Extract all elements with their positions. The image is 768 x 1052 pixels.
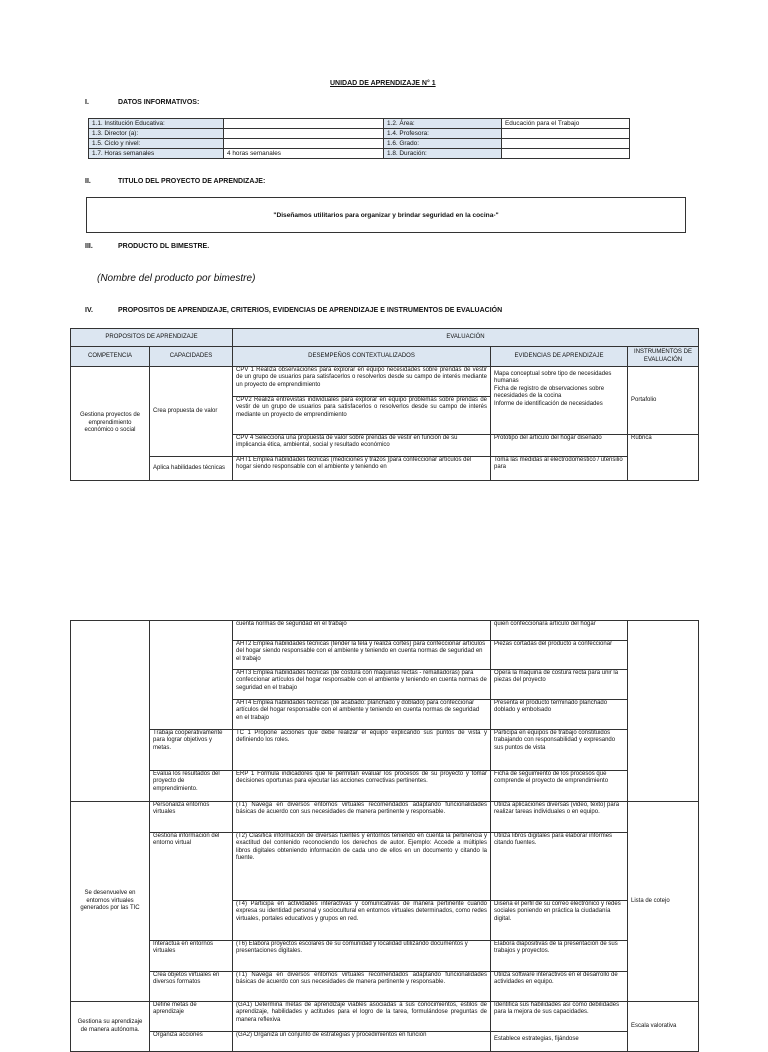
section-1-number: I. <box>85 99 89 106</box>
section-2-heading: TITULO DEL PROYECTO DE APRENDIZAJE: <box>118 178 266 185</box>
evidencia-cell: Establece estrategias, fijándose <box>491 1032 628 1052</box>
desempeno-cell: AHT1 Emplea habilidades técnicas (mediciones y trazos )para confeccionar artículos del hogar siendo responsable con el ambiente y teniendo en <box>233 457 491 481</box>
evidencia-cell: Utiliza software interactivos en el desarrollo de actividades en equipo. <box>491 972 628 1002</box>
capacidad-cell: Gestiona información del entorno virtual <box>150 833 233 941</box>
evidencia-cell: Utiliza libros digitales para elaborar informes citando fuentes. <box>491 833 628 901</box>
instrumento-cell: Rúbrica <box>628 435 699 481</box>
competencia-cell <box>71 621 150 802</box>
section-2-number: II. <box>85 178 91 185</box>
table-row <box>71 972 699 1002</box>
header-row <box>71 329 699 347</box>
capacidad-cell: Evalúa los resultados del proyecto de emprendimiento. <box>150 771 233 802</box>
table-row <box>71 1002 699 1032</box>
header-capacidades: CAPACIDADES <box>150 347 233 367</box>
competencia-cell: Gestiona proyectos de emprendimiento económico o social <box>71 367 150 481</box>
evidencia-cell: quien confeccionara artículo del hogar <box>491 621 628 641</box>
desempeno-cell: CPV 4 Selecciona una propuesta de valor sobre prendas de vestir en función de su implicancia ética, ambiental, social y resultado económico <box>233 435 491 457</box>
capacidad-cell: Crea propuesta de valor <box>150 367 233 457</box>
info-label: 1.8. Duración: <box>384 149 502 159</box>
desempeno-cell: (T2) Clasifica información de diversas fuentes y entornos teniendo en cuenta la pertinencia y exactitud del contenido reconociendo los derechos de autor. Ejemplo: Accede a múltiples libros digitales obteniendo información de cada uno de ellos en un documento y citando la fuente. <box>233 833 491 901</box>
header-instrumentos: INSTRUMENTOS DE EVALUACIÓN <box>628 347 699 367</box>
info-value: 4 horas semanales <box>224 149 384 159</box>
table-row <box>71 621 699 641</box>
info-value <box>502 149 630 159</box>
table-row <box>71 457 699 481</box>
info-row <box>89 119 630 129</box>
info-row <box>89 129 630 139</box>
desempeno-cell: (T6) Elabora proyectos escolares de su comunidad y localidad utilizando documentos y presentaciones digitales. <box>233 941 491 972</box>
desempeno-cell: cuenta normas de seguridad en el trabajo <box>233 621 491 641</box>
desempeno-cell: (GA1) Determina metas de aprendizaje viables asociadas a sus conocimientos, estilos de aprendizaje, habilidades y actitudes para el logro de la tarea, formulándose preguntas de manera reflexiva <box>233 1002 491 1032</box>
table-row <box>71 833 699 901</box>
header-propositos: PROPOSITOS DE APRENDIZAJE <box>71 329 233 347</box>
desempeno-cell: AHT2 Emplea habilidades técnicas (tender la tela y realiza cortes) para confeccionar artículos del hogar siendo responsable con el ambiente y teniendo en cuenta normas de seguridad en el trabajo <box>233 641 491 670</box>
table-row <box>71 1032 699 1052</box>
section-4-number: IV. <box>85 307 93 314</box>
info-value <box>502 129 630 139</box>
project-title: "Diseñamos utilitarios para organizar y brindar seguridad en la cocina-" <box>273 211 499 219</box>
evidencia-cell: Toma las medidas al electrodoméstico / utensilio para <box>491 457 628 481</box>
capacidad-cell <box>150 621 233 730</box>
info-value <box>224 139 384 149</box>
desempeno-cell: AHT3 Emplea habilidades técnicas (de costura con máquinas rectas - remalladoras) para confeccionar artículos del hogar responsable con el ambiente y teniendo en cuenta normas de seguridad en el trabajo <box>233 670 491 700</box>
info-label: 1.1. Institución Educativa: <box>89 119 224 129</box>
general-info-table <box>88 118 630 159</box>
evidencia-cell: Opera la máquina de costura recta para unir la piezas del proyecto <box>491 670 628 700</box>
info-value <box>224 119 384 129</box>
header-evaluacion: EVALUACIÓN <box>233 329 699 347</box>
capacidad-cell: Trabaja cooperativamente para lograr objetivos y metas. <box>150 730 233 771</box>
instrumento-cell <box>628 621 699 802</box>
header-desempenos: DESEMPEÑOS CONTEXTUALIZADOS <box>233 347 491 367</box>
evidencia-cell: Prototipo del artículo del hogar diseñado <box>491 435 628 457</box>
table-row <box>71 367 699 397</box>
info-value: Educación para el Trabajo <box>502 119 630 129</box>
evidencia-cell: Participa en equipos de trabajo constituidos trabajando con responsabilidad y expresando sus puntos de vista <box>491 730 628 771</box>
evidencia-cell: Elabora diapositivas de la presentación de sus trabajos y proyectos. <box>491 941 628 972</box>
info-label: 1.3. Director (a): <box>89 129 224 139</box>
info-label: 1.2. Área: <box>384 119 502 129</box>
desempeno-cell: AHT4 Emplea habilidades técnicas (de acabado: planchado y doblado) para confeccionar artículos del hogar responsable con el ambiente y teniendo en cuenta normas de seguridad en el trabajo <box>233 700 491 730</box>
desempeno-cell: (T1) Navega en diversos entornos virtuales recomendados adaptando funcionalidades básicas de acuerdo con sus necesidades de manera pertinente y responsable. <box>233 802 491 833</box>
product-note: (Nombre del producto por bimestre) <box>97 273 256 284</box>
evidencia-cell: Ficha de seguimiento de los procesos que comprende el proyecto de emprendimiento <box>491 771 628 802</box>
info-value <box>224 129 384 139</box>
info-value <box>502 139 630 149</box>
evidencia-cell: Mapa conceptual sobre tipo de necesidades humanas Ficha de registro de observaciones sobre necesidades de la cocina Informe de identificación de necesidades <box>491 367 628 435</box>
document-title: UNIDAD DE APRENDIZAJE N° 1 <box>330 80 436 87</box>
section-3-heading: PRODUCTO DL BIMESTRE. <box>118 243 210 250</box>
table-row <box>71 941 699 972</box>
evidencia-cell: Identifica sus habilidades así como debilidades para la mejora de sus capacidades. <box>491 1002 628 1032</box>
desempeno-cell: (T4) Participa en actividades interactivas y comunicativas de manera pertinente cuando expresa su identidad personal y sociocultural en entornos virtuales determinados, como redes virtuales, portales educativos y grupos en red. <box>233 901 491 941</box>
evidencia-cell: Utiliza aplicaciones diversas (video, texto) para realizar tareas individuales o en equipo. <box>491 802 628 833</box>
section-1-heading: DATOS INFORMATIVOS: <box>118 99 200 106</box>
evidencia-cell: Presenta el producto terminado planchado doblado y embolsado <box>491 700 628 730</box>
competencia-cell: Gestiona su aprendizaje de manera autónoma. <box>71 1002 150 1052</box>
header-evidencias: EVIDENCIAS DE APRENDIZAJE <box>491 347 628 367</box>
competencia-cell: Se desenvuelve en entornos virtuales generados por las TIC <box>71 802 150 1002</box>
desempeno-cell: ERP 1 Formula indicadores que le permitan evaluar los procesos de su proyecto y tomar decisiones oportunas para ejecutar las acciones correctivas pertinentes. <box>233 771 491 802</box>
desempeno-cell: CPV2 Realiza entrevistas individuales para explorar en equipo problemas sobre prendas de vestir de un grupo de usuarios para satisfacerlos o resolverlos desde su campo de interés mediante un proyecto de emprendimiento <box>233 397 491 435</box>
capacidad-cell: Crea objetos virtuales en diversos formatos <box>150 972 233 1002</box>
table-row <box>71 730 699 771</box>
header-row <box>71 347 699 367</box>
table-row <box>71 771 699 802</box>
capacidad-cell: Personaliza entornos virtuales <box>150 802 233 833</box>
instrumento-cell: Lista de cotejo <box>628 802 699 1002</box>
table-row <box>71 802 699 833</box>
section-4-heading: PROPOSITOS DE APRENDIZAJE, CRITERIOS, EVIDENCIAS DE APRENDIZAJE E INSTRUMENTOS DE EVALUACIÓN <box>118 307 503 314</box>
evidencia-cell: Diseña el perfil de su correo electrónico y redes sociales poniendo en práctica la ciudadanía digital. <box>491 901 628 941</box>
desempeno-cell: TC 1 Propone acciones que debe realizar el equipo explicando sus puntos de vista y definiendo los roles. <box>233 730 491 771</box>
capacidad-cell: Aplica habilidades técnicas <box>150 457 233 481</box>
info-label: 1.7. Horas semanales <box>89 149 224 159</box>
capacidad-cell: Define metas de aprendizaje <box>150 1002 233 1032</box>
instrumento-cell: Escala valorativa <box>628 1002 699 1052</box>
purposes-table-continued <box>70 620 699 1052</box>
info-label: 1.4. Profesora: <box>384 129 502 139</box>
info-label: 1.5. Ciclo y nivel: <box>89 139 224 149</box>
capacidad-cell: Interactúa en entornos virtuales <box>150 941 233 972</box>
desempeno-cell: (GA2) Organiza un conjunto de estrategias y procedimientos en función <box>233 1032 491 1052</box>
info-row <box>89 139 630 149</box>
header-competencia: COMPETENCIA <box>71 347 150 367</box>
instrumento-cell: Portafolio <box>628 367 699 435</box>
info-row <box>89 149 630 159</box>
capacidad-cell: Organiza acciones <box>150 1032 233 1052</box>
section-3-number: III. <box>85 243 93 250</box>
purposes-table <box>70 328 699 481</box>
desempeno-cell: CPV 1 Realiza observaciones para explorar en equipo necesidades sobre prendas de vestir de un grupo de usuarios para satisfacerlos o resolverlos desde su campo de interés mediante un proyecto de emprendimiento <box>233 367 491 397</box>
project-title-box <box>86 197 686 233</box>
evidencia-cell: Piezas cortadas del producto a confeccionar <box>491 641 628 670</box>
info-label: 1.6. Grado: <box>384 139 502 149</box>
desempeno-cell: (T1) Navega en diversos entornos virtuales recomendados adaptando funcionalidades básicas de acuerdo con sus necesidades de manera pertinente y responsable. <box>233 972 491 1002</box>
